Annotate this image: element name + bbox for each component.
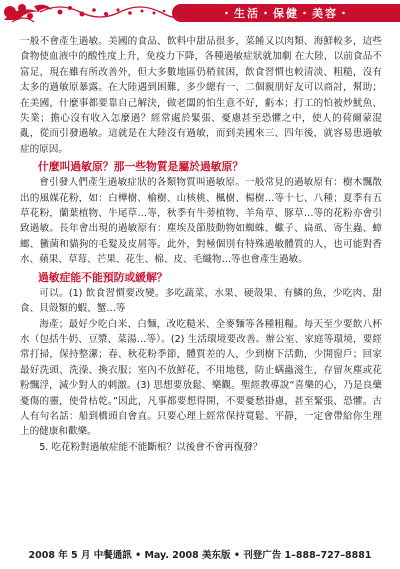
paragraph: 可以。(1) 飲食習慣要改變。多吃蔬菜、水果、硬殼果、有鱗的魚，少吃肉、甜食、貝殼類的蝦、蟹…等 bbox=[20, 287, 382, 315]
paragraph: 5. 吃花粉對過敏症能不能斷根？以後會不會再復發？ bbox=[39, 441, 263, 453]
section-label: ・生活・保健・美容・ bbox=[221, 7, 351, 20]
paragraph: 海產；最好少吃白米、白麵，改吃糙米、全麥麵等各種粗糧。每天至少要飲八杯水（包括牛奶、豆漿、菜湯…等）。(2) 生活環境要改善。辦公室、家庭等環境，要經常打掃，保持整潔；春、秋花粉季節，體質差的人，少到樹下活動，少開窗戶；回家最好洗頭、洗澡、換衣服；室內不放鮮花，不用地毯，防止螨蟲滋生，存留灰塵或花粉飄浮，減少對人的刺激。(3) 思想要放鬆、樂觀。聖經教導說“喜樂的心，乃是良藥 憂傷的靈，使骨枯乾。”因此，凡事都要想得開，不要憂愁掛慮，甚至緊張、恐懼。古人有句名話：船到橋頭自會直。只要心理上經常保持寬鬆、平靜，一定會帶給你生理上的健康和歡樂。 bbox=[20, 318, 382, 438]
article-body bbox=[20, 34, 382, 455]
page-header-banner bbox=[0, 0, 400, 26]
page-footer: 2008 年 5 月 中餐通訊 • May. 2008 美东版 • 刊登广告 1–888–727–8881 bbox=[28, 550, 372, 561]
section-label-bar bbox=[172, 4, 400, 22]
floral-ornament-icon bbox=[0, 0, 200, 26]
section-heading: 什麼叫過敏原？那一些物質是屬於過敏原？ bbox=[38, 160, 244, 174]
paragraph: 會引發人們產生過敏症狀的各類物質叫過敏原。一般常見的過敏原有：樹木飄散出的風媒花粉，如：白樺樹、榆樹、山核桃、楓樹、楊樹…等十七、八種；夏季有五草花粉，蘭葉植物、牛尾草…等，秋季有牛蒡植物、羊角草、豚草…等的花粉亦會引致過敏。長年會出現的過敏原有：塵埃及節肢動物如蜘蛛、蠍子、扁虱、寄生蟲、蟑螂、黴菌和貓狗的毛髮及皮屑等。此外，對極個別有特殊過敏體質的人，也可能對香水、蘋果、草莓、芒果、花生、棉、皮、毛織物…等也會產生過敏。 bbox=[20, 177, 382, 266]
paragraph: 一般不會產生過敏。美國的食品、飲料中甜品很多，菜餚又以肉類、海鮮較多，這些食物使血液中的酸性度上升，免疫力下降，各種過敏症狀就加劇 在大陸，以前食品不富足，現在雖有所改善外，但大多數地區仍稍貧困，飲食習慣也較清淡、粗糙，沒有太多的過敏原暴露。在大陸遇到困難，多少總有一、二個親朋好友可以商討，幫助；在美國，什麼事都要靠自己解決，做老闆的怕生意不好，虧本；打工的怕被炒魷魚、失業；擔心沒有收入怎麼過？經常處於緊張、憂慮甚至恐懼之中，使人的荷爾蒙混亂，從而引發過敏。這就是在大陸沒有過敏，而到美國來三、四年後，就容易患過敏症的原因。 bbox=[20, 36, 382, 155]
section-heading: 過敏症能不能預防或緩解？ bbox=[38, 270, 168, 284]
